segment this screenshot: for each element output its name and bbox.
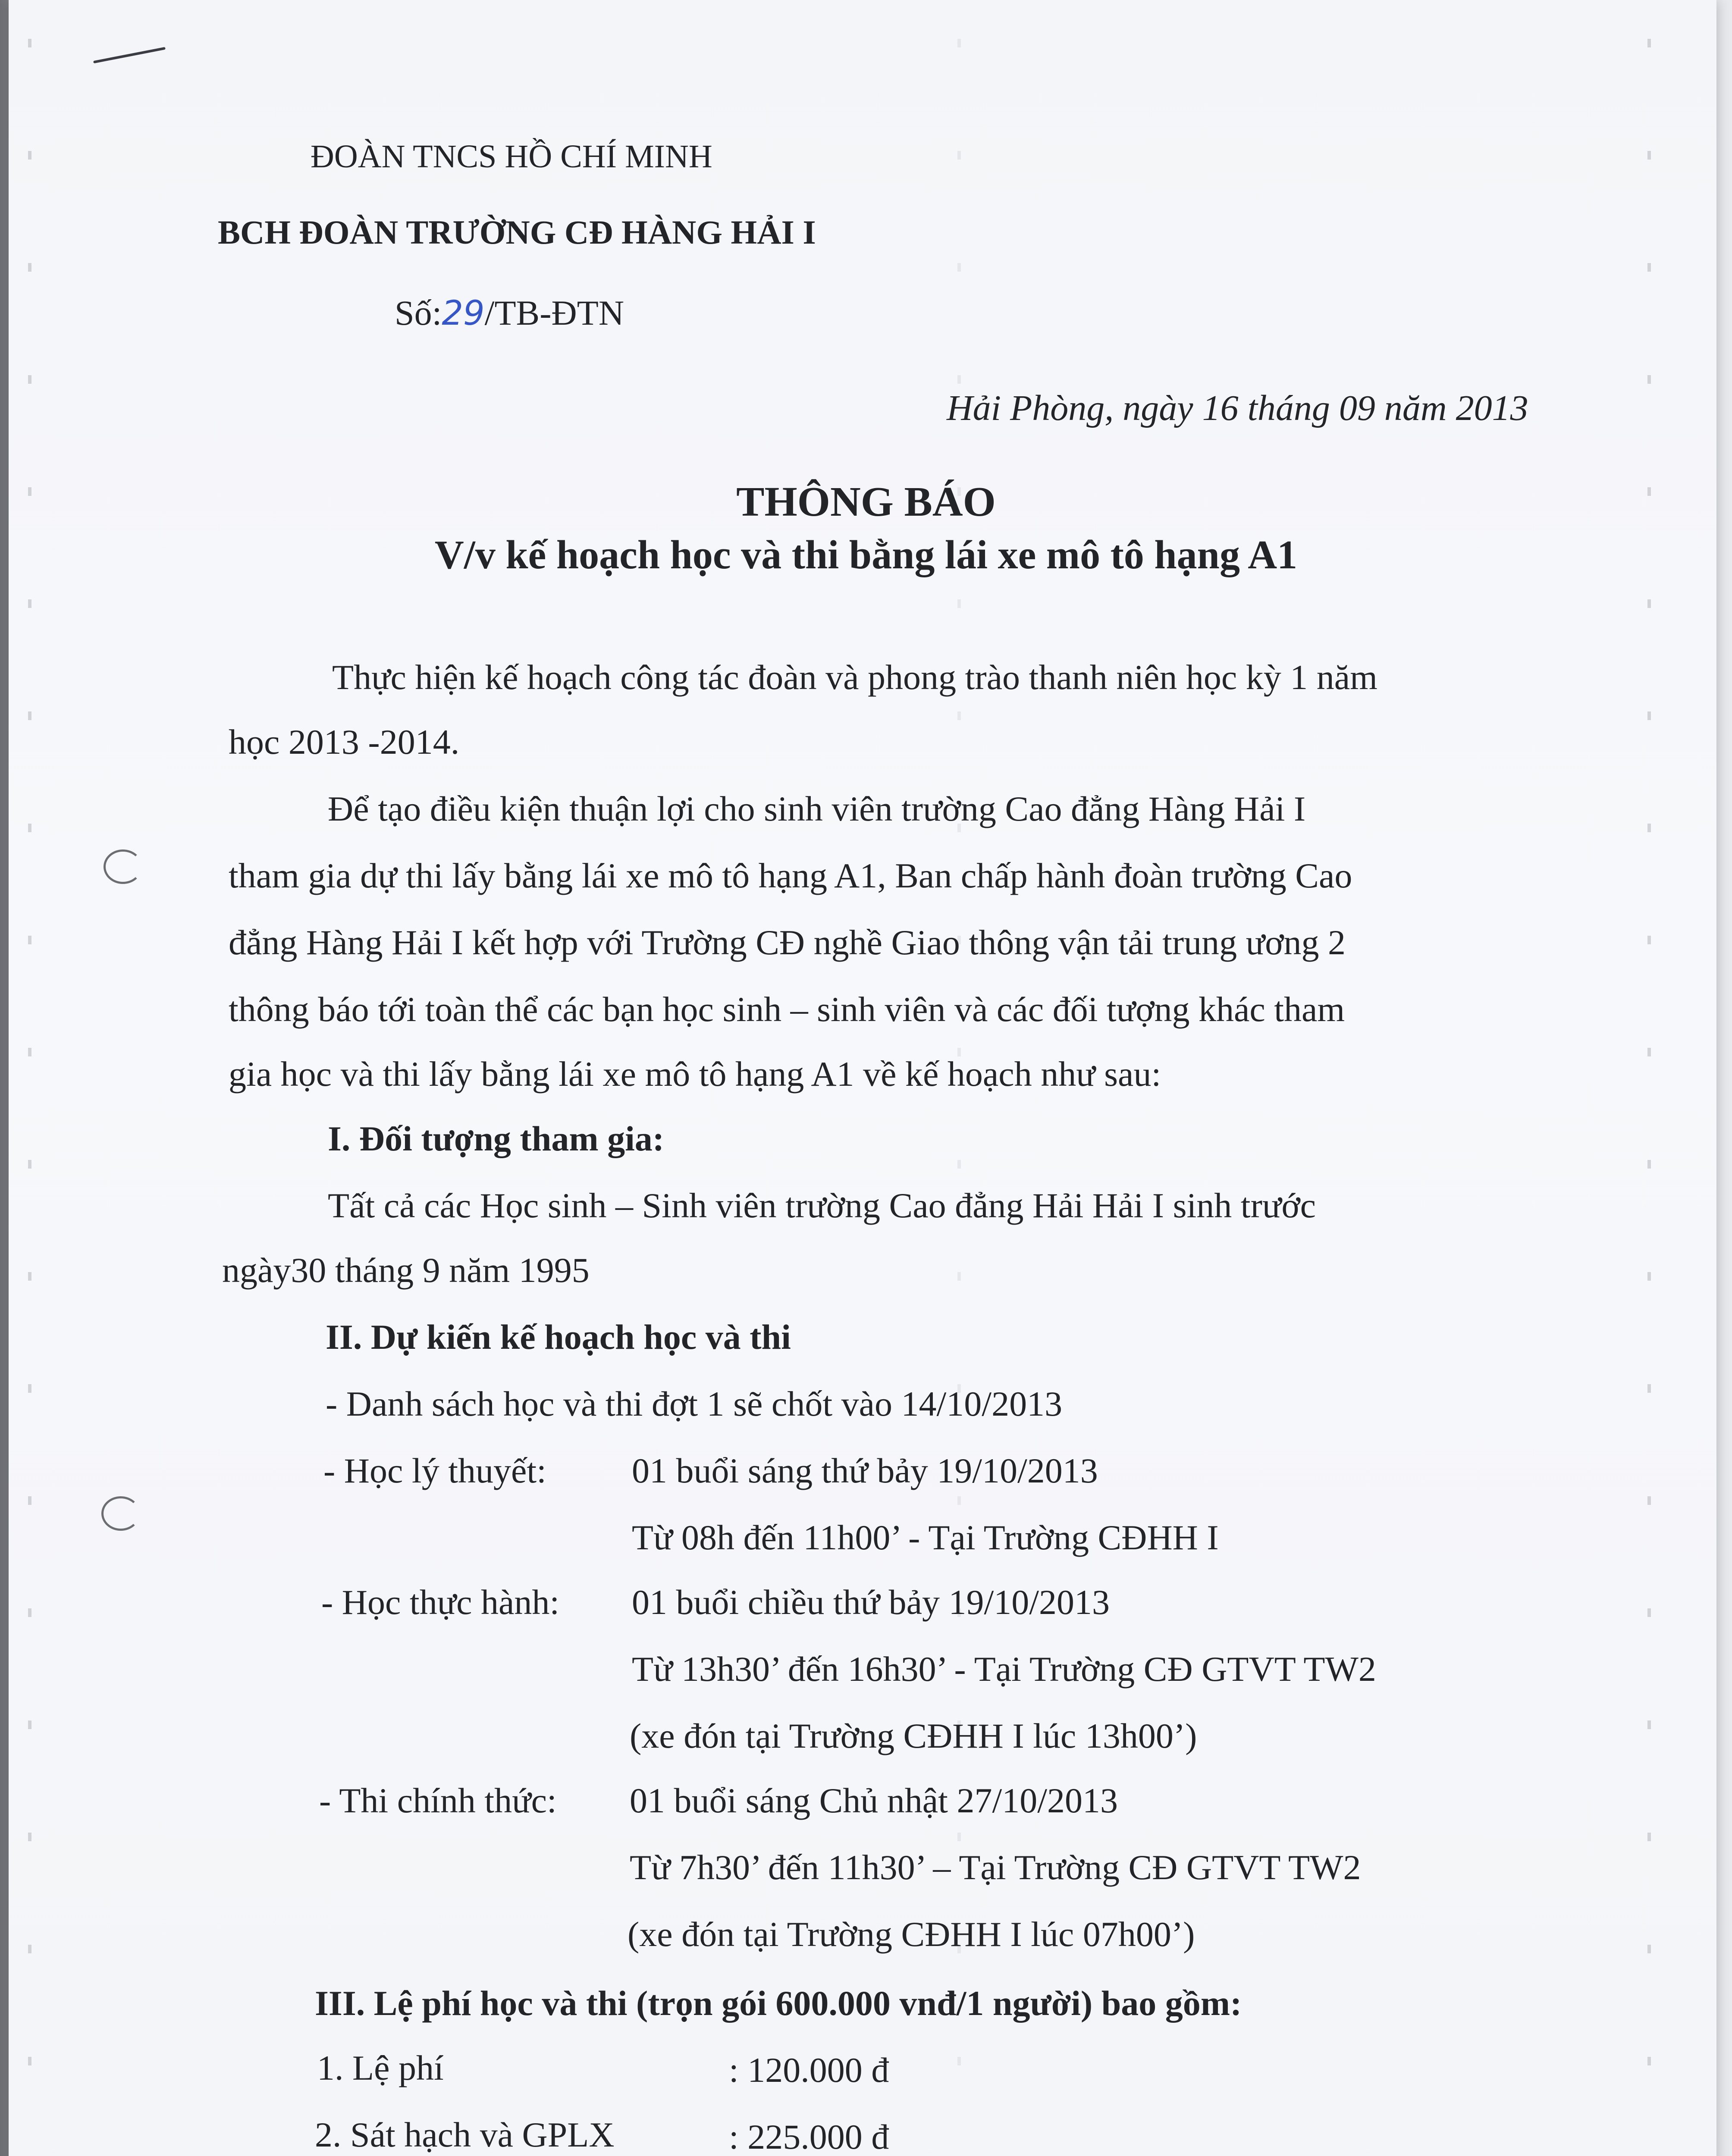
document-number — [395, 295, 624, 331]
schedule-theory-line2: Từ 08h đến 11h00’ - Tại Trường CĐHH I — [632, 1518, 1219, 1557]
place-and-date: Hải Phòng, ngày 16 tháng 09 năm 2013 — [947, 388, 1528, 428]
binding-marks-left — [28, 0, 31, 2156]
schedule-practice-line1: 01 buổi chiều thứ bảy 19/10/2013 — [632, 1583, 1110, 1622]
schedule-practice-line2: Từ 13h30’ đến 16h30’ - Tại Trường CĐ GTVT TW2 — [632, 1649, 1376, 1689]
intro-p2-line3: đẳng Hàng Hải I kết hợp với Trường CĐ nghề Giao thông vận tải trung ương 2 — [229, 923, 1346, 962]
org-line-1: ĐOÀN TNCS HỒ CHÍ MINH — [311, 138, 712, 175]
intro-p1-line2: học 2013 -2014. — [229, 722, 460, 761]
section1-heading: I. Đối tượng tham gia: — [328, 1119, 665, 1158]
schedule-exam-line2: Từ 7h30’ đến 11h30’ – Tại Trường CĐ GTVT TW2 — [630, 1848, 1361, 1887]
fee-amount: : 225.000 đ — [729, 2117, 889, 2156]
intro-p2-line2: tham gia dự thi lấy bằng lái xe mô tô hạng A1, Ban chấp hành đoàn trường Cao — [229, 856, 1352, 895]
section1-line1: Tất cả các Học sinh – Sinh viên trường Cao đẳng Hải Hải I sinh trước — [328, 1186, 1316, 1225]
binding-marks-right — [1647, 0, 1651, 2156]
fee-amount: : 120.000 đ — [729, 2050, 889, 2090]
doc-number-suffix: /TB-ĐTN — [484, 293, 624, 332]
intro-p1-line1: Thực hiện kế hoạch công tác đoàn và phong trào thanh niên học kỳ 1 năm — [332, 658, 1377, 697]
intro-p2-line5: gia học và thi lấy bằng lái xe mô tô hạng A1 về kế hoạch như sau: — [229, 1054, 1161, 1094]
schedule-label-exam: - Thi chính thức: — [319, 1781, 557, 1820]
schedule-practice-line3: (xe đón tại Trường CĐHH I lúc 13h00’) — [630, 1716, 1197, 1755]
schedule-label-practice: - Học thực hành: — [321, 1583, 560, 1622]
schedule-exam-line1: 01 buổi sáng Chủ nhật 27/10/2013 — [630, 1781, 1118, 1820]
section2-heading: II. Dự kiến kế hoạch học và thi — [326, 1317, 791, 1357]
punch-hole-icon — [104, 849, 142, 884]
doc-number-prefix: Số: — [395, 293, 442, 332]
intro-p2-line4: thông báo tới toàn thể các bạn học sinh – sinh viên và các đối tượng khác tham — [229, 990, 1345, 1029]
notice-title: THÔNG BÁO — [736, 479, 996, 525]
schedule-theory-line1: 01 buổi sáng thứ bảy 19/10/2013 — [632, 1451, 1098, 1490]
intro-p2-line1: Để tạo điều kiện thuận lợi cho sinh viên trường Cao đẳng Hàng Hải I — [328, 789, 1306, 828]
section1-line2: ngày30 tháng 9 năm 1995 — [222, 1250, 590, 1290]
section3-heading: III. Lệ phí học và thi (trọn gói 600.000 vnđ/1 người) bao gồm: — [315, 1984, 1242, 2023]
notice-subject: V/v kế hoạch học và thi bằng lái xe mô tô hạng A1 — [434, 533, 1298, 577]
schedule-exam-line3: (xe đón tại Trường CĐHH I lúc 07h00’) — [628, 1915, 1195, 1954]
org-line-2: BCH ĐOÀN TRƯỜNG CĐ HÀNG HẢI I — [218, 213, 816, 251]
registration-deadline: - Danh sách học và thi đợt 1 sẽ chốt vào 14/10/2013 — [326, 1384, 1063, 1423]
doc-number-handwritten: 29 — [442, 294, 485, 333]
pen-stroke-mark — [93, 47, 166, 63]
schedule-label-theory: - Học lý thuyết: — [323, 1451, 546, 1490]
punch-hole-icon — [101, 1496, 140, 1531]
fee-name: 1. Lệ phí — [317, 2048, 444, 2087]
fee-name: 2. Sát hạch và GPLX — [315, 2115, 615, 2154]
